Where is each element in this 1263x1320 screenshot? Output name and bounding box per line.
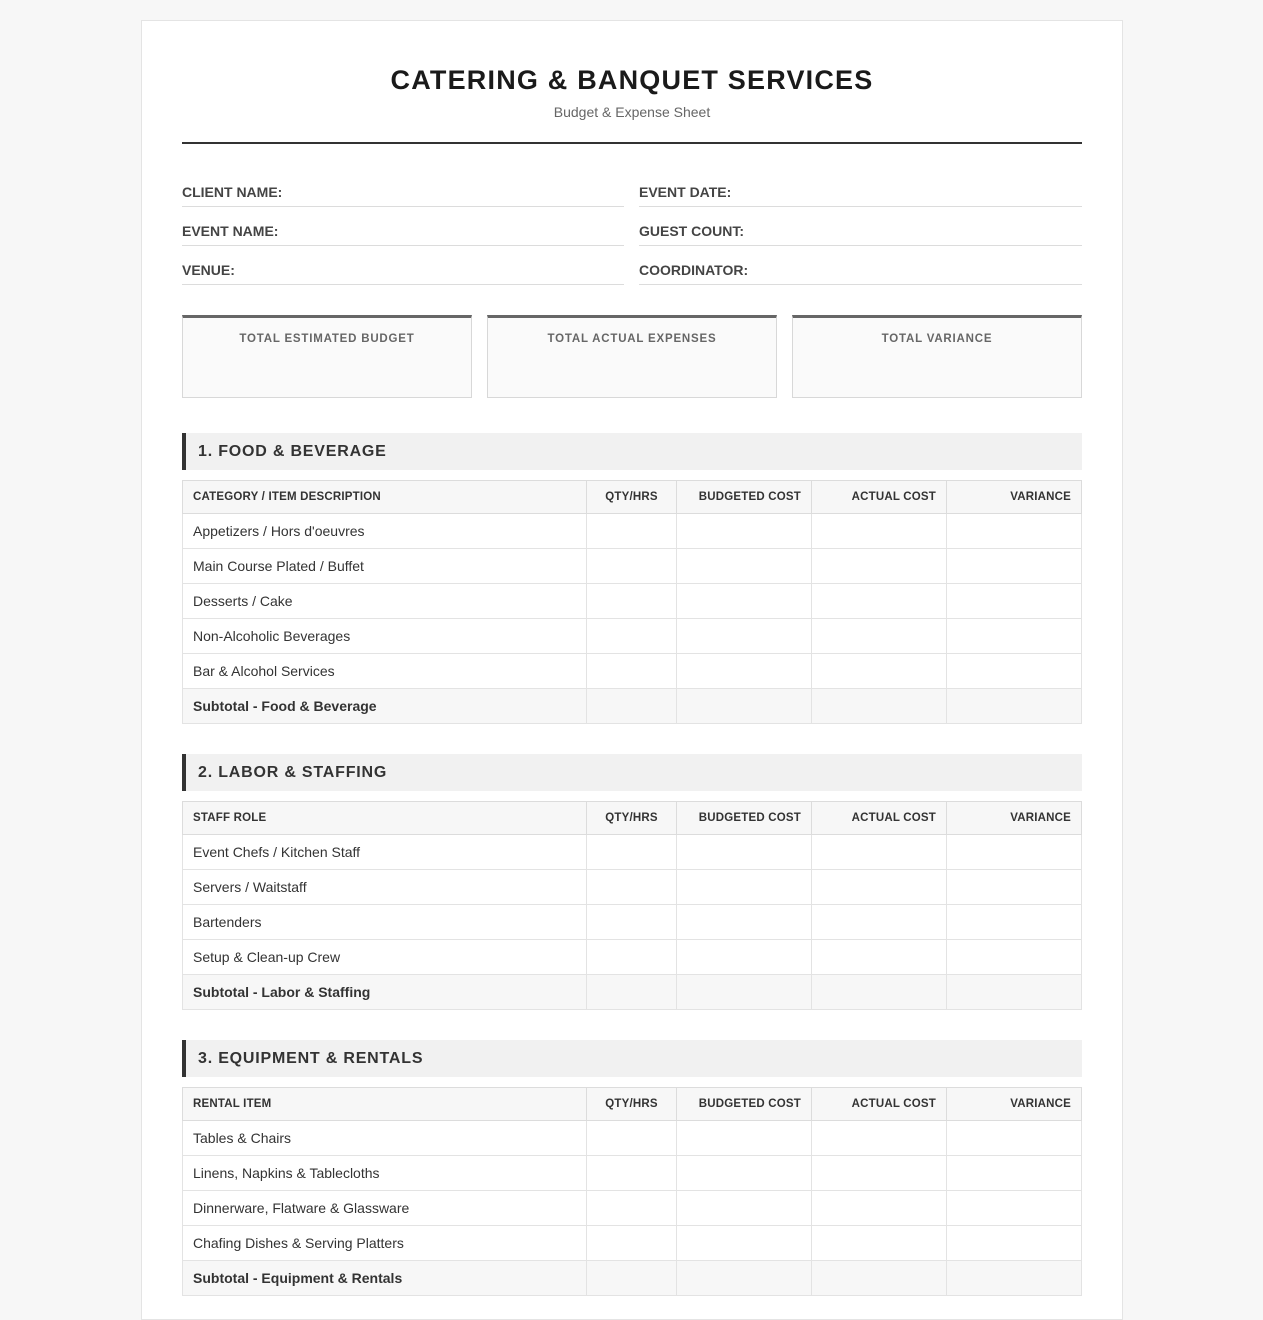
section-heading: 3. EQUIPMENT & RENTALS <box>182 1040 1082 1077</box>
table-row <box>183 1156 1082 1191</box>
actual-cost-cell[interactable] <box>812 870 947 905</box>
client-name-field[interactable] <box>182 168 624 207</box>
event-date-label: EVENT DATE: <box>639 184 732 200</box>
variance-cell[interactable] <box>947 1156 1082 1191</box>
column-header-qty: QTY/HRS <box>587 481 677 514</box>
actual-cost-cell[interactable] <box>812 1191 947 1226</box>
variance-cell[interactable] <box>947 1226 1082 1261</box>
variance-cell[interactable] <box>947 584 1082 619</box>
totals-summary <box>182 315 1082 398</box>
document-header <box>182 21 1082 144</box>
subtotal-label: Subtotal - Labor & Staffing <box>183 975 587 1010</box>
actual-cost-cell[interactable] <box>812 1156 947 1191</box>
budget-sheet <box>141 20 1123 1320</box>
table-row <box>183 549 1082 584</box>
table-row <box>183 584 1082 619</box>
table-row <box>183 1121 1082 1156</box>
column-header-actual: ACTUAL COST <box>812 481 947 514</box>
item-description: Tables & Chairs <box>183 1121 587 1156</box>
variance-cell[interactable] <box>947 549 1082 584</box>
qty-cell <box>587 975 677 1010</box>
budgeted-cost-cell <box>677 975 812 1010</box>
qty-cell <box>587 1261 677 1296</box>
budgeted-cost-cell <box>677 1261 812 1296</box>
item-description: Desserts / Cake <box>183 584 587 619</box>
event-name-field[interactable] <box>182 207 624 246</box>
document-title: CATERING & BANQUET SERVICES <box>390 65 874 95</box>
actual-cost-cell[interactable] <box>812 584 947 619</box>
table-row <box>183 870 1082 905</box>
column-header-variance: VARIANCE <box>947 481 1082 514</box>
client-name-label: CLIENT NAME: <box>182 184 283 200</box>
column-header-description: CATEGORY / ITEM DESCRIPTION <box>183 481 587 514</box>
actual-cost-cell[interactable] <box>812 1226 947 1261</box>
item-description: Event Chefs / Kitchen Staff <box>183 835 587 870</box>
table-header-row <box>183 1088 1082 1121</box>
qty-cell[interactable] <box>587 940 677 975</box>
item-description: Main Course Plated / Buffet <box>183 549 587 584</box>
subtotal-row <box>183 1261 1082 1296</box>
variance-cell[interactable] <box>947 870 1082 905</box>
event-date-field[interactable] <box>639 168 1082 207</box>
item-description: Appetizers / Hors d'oeuvres <box>183 514 587 549</box>
column-header-actual: ACTUAL COST <box>812 1088 947 1121</box>
subtotal-label: Subtotal - Equipment & Rentals <box>183 1261 587 1296</box>
item-description: Linens, Napkins & Tablecloths <box>183 1156 587 1191</box>
item-description: Bartenders <box>183 905 587 940</box>
qty-cell[interactable] <box>587 1226 677 1261</box>
budgeted-cost-cell[interactable] <box>677 1226 812 1261</box>
qty-cell[interactable] <box>587 584 677 619</box>
coordinator-field[interactable] <box>639 246 1082 285</box>
actual-cost-cell[interactable] <box>812 905 947 940</box>
venue-field[interactable] <box>182 246 624 285</box>
table-row <box>183 1191 1082 1226</box>
qty-cell[interactable] <box>587 549 677 584</box>
total-actual-expenses-box <box>487 315 777 398</box>
actual-cost-cell[interactable] <box>812 549 947 584</box>
qty-cell[interactable] <box>587 905 677 940</box>
actual-cost-cell[interactable] <box>812 1121 947 1156</box>
section-food-beverage <box>182 433 1082 724</box>
column-header-budgeted: BUDGETED COST <box>677 481 812 514</box>
budgeted-cost-cell[interactable] <box>677 905 812 940</box>
table-header-row <box>183 481 1082 514</box>
total-actual-expenses-label: TOTAL ACTUAL EXPENSES <box>547 333 717 345</box>
total-variance-label: TOTAL VARIANCE <box>881 333 993 345</box>
variance-cell[interactable] <box>947 514 1082 549</box>
subtotal-row <box>183 689 1082 724</box>
qty-cell[interactable] <box>587 1191 677 1226</box>
qty-cell[interactable] <box>587 619 677 654</box>
total-estimated-budget-box <box>182 315 472 398</box>
section-labor-staffing <box>182 754 1082 1010</box>
qty-cell[interactable] <box>587 1121 677 1156</box>
budgeted-cost-cell[interactable] <box>677 619 812 654</box>
table-header-row <box>183 802 1082 835</box>
section-equipment-rentals <box>182 1040 1082 1296</box>
section-heading: 1. FOOD & BEVERAGE <box>182 433 1082 470</box>
item-description: Non-Alcoholic Beverages <box>183 619 587 654</box>
qty-cell[interactable] <box>587 1156 677 1191</box>
item-description: Dinnerware, Flatware & Glassware <box>183 1191 587 1226</box>
variance-cell[interactable] <box>947 1191 1082 1226</box>
budgeted-cost-cell[interactable] <box>677 584 812 619</box>
venue-label: VENUE: <box>182 262 235 278</box>
qty-cell[interactable] <box>587 654 677 689</box>
actual-cost-cell <box>812 975 947 1010</box>
budget-table <box>182 1087 1082 1296</box>
budgeted-cost-cell[interactable] <box>677 514 812 549</box>
column-header-qty: QTY/HRS <box>587 802 677 835</box>
budget-table <box>182 480 1082 724</box>
column-header-description: RENTAL ITEM <box>183 1088 587 1121</box>
variance-cell <box>947 689 1082 724</box>
qty-cell[interactable] <box>587 835 677 870</box>
guest-count-label: GUEST COUNT: <box>639 223 744 239</box>
column-header-actual: ACTUAL COST <box>812 802 947 835</box>
subtotal-label: Subtotal - Food & Beverage <box>183 689 587 724</box>
variance-cell[interactable] <box>947 654 1082 689</box>
variance-cell[interactable] <box>947 619 1082 654</box>
document-subtitle: Budget & Expense Sheet <box>553 104 711 120</box>
table-row <box>183 619 1082 654</box>
budgeted-cost-cell[interactable] <box>677 835 812 870</box>
budgeted-cost-cell[interactable] <box>677 1156 812 1191</box>
column-header-variance: VARIANCE <box>947 802 1082 835</box>
actual-cost-cell[interactable] <box>812 835 947 870</box>
table-row <box>183 940 1082 975</box>
total-variance-box <box>792 315 1082 398</box>
variance-cell[interactable] <box>947 835 1082 870</box>
item-description: Bar & Alcohol Services <box>183 654 587 689</box>
actual-cost-cell <box>812 1261 947 1296</box>
table-row <box>183 514 1082 549</box>
column-header-budgeted: BUDGETED COST <box>677 1088 812 1121</box>
column-header-budgeted: BUDGETED COST <box>677 802 812 835</box>
table-row <box>183 905 1082 940</box>
actual-cost-cell[interactable] <box>812 619 947 654</box>
budgeted-cost-cell[interactable] <box>677 549 812 584</box>
budgeted-cost-cell[interactable] <box>677 1121 812 1156</box>
variance-cell <box>947 975 1082 1010</box>
variance-cell <box>947 1261 1082 1296</box>
actual-cost-cell[interactable] <box>812 654 947 689</box>
table-row <box>183 654 1082 689</box>
budgeted-cost-cell[interactable] <box>677 1191 812 1226</box>
guest-count-field[interactable] <box>639 207 1082 246</box>
budgeted-cost-cell[interactable] <box>677 654 812 689</box>
budgeted-cost-cell <box>677 689 812 724</box>
column-header-variance: VARIANCE <box>947 1088 1082 1121</box>
budgeted-cost-cell[interactable] <box>677 870 812 905</box>
actual-cost-cell[interactable] <box>812 940 947 975</box>
qty-cell[interactable] <box>587 514 677 549</box>
actual-cost-cell[interactable] <box>812 514 947 549</box>
subtotal-row <box>183 975 1082 1010</box>
item-description: Servers / Waitstaff <box>183 870 587 905</box>
column-header-description: STAFF ROLE <box>183 802 587 835</box>
budgeted-cost-cell[interactable] <box>677 940 812 975</box>
item-description: Chafing Dishes & Serving Platters <box>183 1226 587 1261</box>
section-heading: 2. LABOR & STAFFING <box>182 754 1082 791</box>
item-description: Setup & Clean-up Crew <box>183 940 587 975</box>
table-row <box>183 1226 1082 1261</box>
qty-cell <box>587 689 677 724</box>
total-estimated-budget-label: TOTAL ESTIMATED BUDGET <box>239 333 415 345</box>
table-row <box>183 835 1082 870</box>
variance-cell[interactable] <box>947 905 1082 940</box>
variance-cell[interactable] <box>947 940 1082 975</box>
event-name-label: EVENT NAME: <box>182 223 279 239</box>
qty-cell[interactable] <box>587 870 677 905</box>
event-info-grid <box>182 168 1082 285</box>
column-header-qty: QTY/HRS <box>587 1088 677 1121</box>
variance-cell[interactable] <box>947 1121 1082 1156</box>
actual-cost-cell <box>812 689 947 724</box>
budget-table <box>182 801 1082 1010</box>
coordinator-label: COORDINATOR: <box>639 262 749 278</box>
